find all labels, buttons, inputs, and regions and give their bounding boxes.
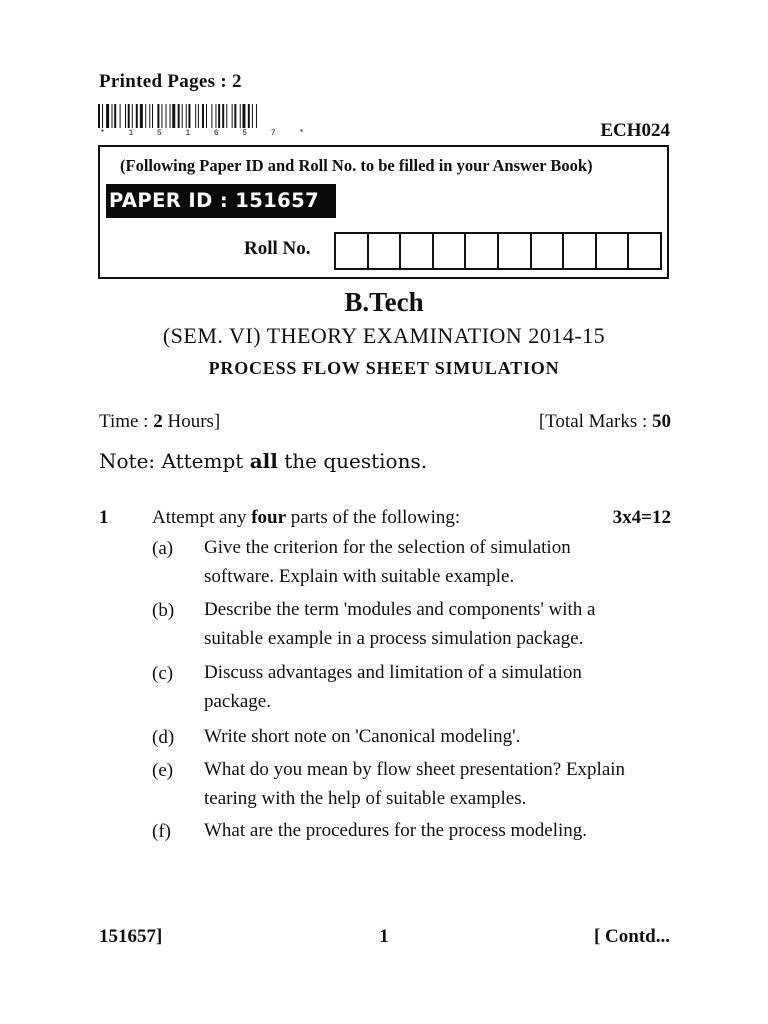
printed-pages: Printed Pages : 2	[99, 71, 242, 92]
note-suffix: the questions.	[277, 449, 428, 473]
note-prefix: Note: Attempt	[99, 449, 250, 473]
barcode-digit: 1	[128, 129, 134, 138]
roll-number-cell[interactable]	[401, 234, 434, 268]
id-box-instruction: (Following Paper ID and Roll No. to be filled in your Answer Book)	[120, 156, 593, 175]
roll-number-cell[interactable]	[499, 234, 532, 268]
part-letter: (c)	[152, 663, 174, 684]
part-letter: (f)	[152, 821, 171, 842]
question-text-suffix: parts of the following:	[286, 507, 461, 528]
part-text: What are the procedures for the process modeling.	[204, 820, 588, 841]
note-emphasis: all	[249, 449, 278, 473]
paper-id: PAPER ID : 151657	[106, 184, 336, 218]
exam-title: (SEM. VI) THEORY EXAMINATION 2014-15	[162, 323, 606, 348]
barcode-digit: 6	[213, 129, 219, 138]
continued-label: [ Contd...	[593, 926, 670, 947]
part-letter: (b)	[152, 600, 175, 621]
subject-title: PROCESS FLOW SHEET SIMULATION	[208, 358, 560, 378]
part-letter: (e)	[152, 760, 174, 781]
barcode-digit: 1	[185, 129, 191, 138]
barcode	[98, 104, 306, 128]
roll-number-cell[interactable]	[369, 234, 402, 268]
time-value: 2	[153, 411, 163, 432]
course-title: B.Tech	[344, 287, 424, 317]
part-text: Give the criterion for the selection of simulation software. Explain with suitable example.	[204, 537, 571, 587]
roll-number-cell[interactable]	[466, 234, 499, 268]
barcode-digit: *	[100, 129, 105, 138]
barcode-digit: 5	[242, 129, 248, 138]
page-number: 1	[379, 926, 389, 947]
question-marks: 3x4=12	[612, 507, 671, 528]
paper-code: ECH024	[600, 120, 670, 141]
roll-number-label: Roll No.	[244, 238, 311, 259]
barcode-digit: *	[299, 129, 304, 138]
part-letter: (a)	[152, 538, 174, 559]
part-text: Discuss advantages and limitation of a simulation package.	[204, 662, 582, 712]
question-number: 1	[99, 507, 109, 528]
question-text-emphasis: four	[251, 507, 287, 528]
roll-number-cell[interactable]	[336, 234, 369, 268]
roll-number-cell[interactable]	[532, 234, 565, 268]
part-text: What do you mean by flow sheet presentation? Explain tearing with the help of suitable examples.	[204, 759, 626, 809]
roll-number-grid	[334, 232, 662, 270]
time-suffix: Hours]	[162, 411, 221, 432]
part-text: Write short note on 'Canonical modeling'.	[204, 726, 521, 747]
time-allowed	[99, 411, 220, 433]
footer-paper-id: 151657]	[99, 926, 163, 947]
part-text: Describe the term 'modules and components' with a suitable example in a process simulation package.	[204, 599, 596, 649]
roll-number-cell[interactable]	[434, 234, 467, 268]
note	[99, 449, 427, 473]
question-text	[152, 507, 460, 529]
barcode-digit: 7	[270, 129, 276, 138]
roll-number-cell[interactable]	[629, 234, 660, 268]
roll-number-cell[interactable]	[564, 234, 597, 268]
question-text-prefix: Attempt any	[152, 507, 252, 528]
barcode-digit: 5	[156, 129, 162, 138]
marks-prefix: [Total Marks :	[538, 411, 652, 432]
roll-number-cell[interactable]	[597, 234, 630, 268]
time-prefix: Time :	[99, 411, 154, 432]
part-letter: (d)	[152, 727, 175, 748]
marks-value: 50	[652, 411, 671, 432]
total-marks	[539, 411, 671, 433]
barcode-digits	[100, 129, 304, 138]
